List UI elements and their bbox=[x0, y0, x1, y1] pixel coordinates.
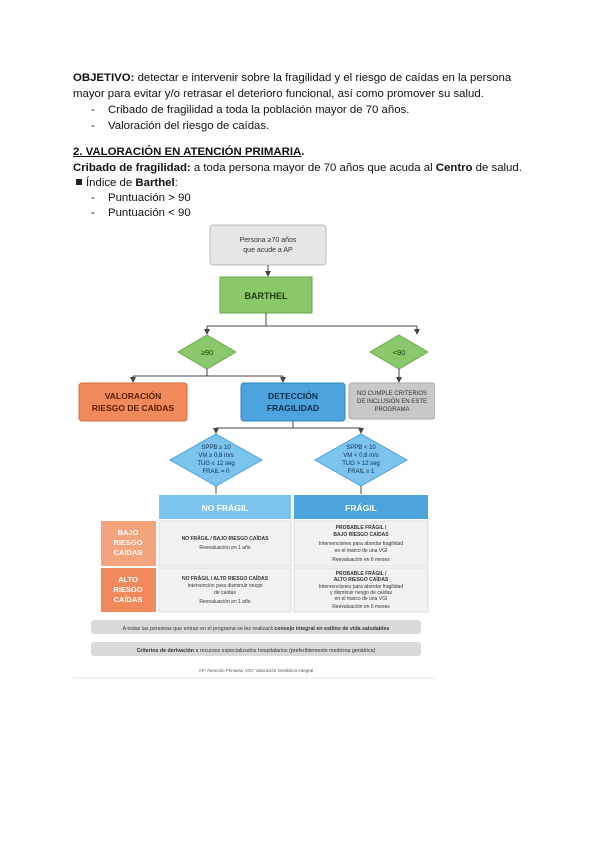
fragil-header-text: FRÁGIL bbox=[345, 503, 377, 513]
no-fragil-criteria-diamond bbox=[170, 434, 262, 486]
cell-text: Reevaluación en 6 meses bbox=[332, 604, 390, 610]
criteria-text: FRAIL ≥ 1 bbox=[347, 469, 375, 475]
cell-text: en el marco de una VGI bbox=[334, 596, 388, 602]
cell-text: ALTO RIESGO CAÍDAS bbox=[333, 577, 389, 583]
objetivo-bullet: - Cribado de fragilidad a toda la población mayor de 70 años. bbox=[91, 104, 410, 116]
valoracion-text: RIESGO DE CAÍDAS bbox=[91, 403, 175, 413]
valoracion-text: VALORACIÓN bbox=[104, 391, 162, 401]
no-cumple-text: DE INCLUSIÓN EN ESTE bbox=[356, 399, 428, 405]
criteria-text: VM < 0,8 m/s bbox=[343, 453, 379, 459]
cell-bajo-nofragil bbox=[159, 521, 291, 566]
cell-text: Intervenciones para abordar fragilidad bbox=[318, 584, 404, 590]
cell-text: y disminuir riesgo de caídas bbox=[330, 590, 392, 596]
barthel-bullet: - Puntuación < 90 bbox=[91, 207, 191, 219]
barthel-bullet: - Puntuación > 90 bbox=[91, 192, 191, 204]
valoracion-box bbox=[79, 383, 187, 421]
cell-text: Reevaluación en 1 año bbox=[199, 545, 251, 551]
deteccion-text: DETECCIÓN bbox=[267, 391, 319, 401]
section-heading: 2. VALORACIÓN EN ATENCIÓN PRIMARIA. bbox=[73, 146, 305, 158]
cell-text: Reevaluación en 6 meses bbox=[332, 557, 390, 563]
cell-text: PROBABLE FRÁGIL / bbox=[335, 525, 387, 531]
indice-barthel-line: Índice de Barthel: bbox=[76, 175, 178, 191]
no-cumple-text: PROGRAMA bbox=[374, 407, 410, 413]
no-cumple-text: NO CUMPLE CRITERIOS bbox=[356, 391, 428, 397]
bajo-riesgo-text: BAJO bbox=[117, 528, 139, 537]
criteria-text: TUG ≤ 12 seg bbox=[197, 461, 235, 467]
cell-text: PROBABLE FRÁGIL / bbox=[335, 571, 387, 577]
objetivo-bullet: - Valoración del riesgo de caídas. bbox=[91, 120, 270, 132]
ge90-text: ≥90 bbox=[200, 348, 214, 357]
cell-text: NO FRÁGIL / ALTO RIESGO CAÍDAS bbox=[182, 576, 268, 582]
bajo-riesgo-text: RIESGO bbox=[113, 538, 143, 547]
bajo-riesgo-text: CAÍDAS bbox=[113, 548, 143, 557]
criteria-text: TUG > 12 seg bbox=[342, 461, 380, 467]
cell-text: BAJO RIESGO CAÍDAS bbox=[333, 532, 389, 538]
cell-text: Intervención para disminuir riesgo bbox=[187, 583, 263, 589]
figure-footnote: AP: Atención Primaria; VGI: Valoración Geriátrica Integral bbox=[198, 668, 314, 673]
fragil-criteria-diamond bbox=[315, 434, 407, 486]
banner-derivacion-text: Criterios de derivación a recursos especializados hospitalarios (preferiblemente medicina geriátrica) bbox=[136, 648, 376, 654]
cell-text: de caídas bbox=[214, 590, 236, 596]
criteria-text: FRAIL = 0 bbox=[202, 469, 230, 475]
alto-riesgo-text: RIESGO bbox=[113, 585, 143, 594]
criteria-text: VM ≥ 0,8 m/s bbox=[198, 453, 234, 459]
criteria-text: SPPB ≥ 10 bbox=[201, 445, 231, 451]
cell-text: Intervenciones para abordar fragilidad bbox=[318, 541, 404, 547]
fragility-flowchart bbox=[73, 220, 435, 680]
barthel-text: BARTHEL bbox=[244, 291, 288, 301]
objetivo-label: OBJETIVO: bbox=[73, 72, 135, 84]
cell-text: en el marco de una VGI bbox=[334, 548, 388, 554]
cribado-line: Cribado de fragilidad: a toda persona mayor de 70 años que acuda al Centro de salud. bbox=[73, 162, 522, 174]
start-text: Persona ≥70 años bbox=[239, 237, 297, 244]
start-box bbox=[210, 225, 326, 265]
objetivo-line-1: OBJETIVO: detectar e intervenir sobre la fragilidad y el riesgo de caídas en la persona bbox=[73, 72, 512, 84]
cell-text: NO FRÁGIL / BAJO RIESGO CAÍDAS bbox=[181, 536, 269, 542]
no-fragil-header-text: NO FRÁGIL bbox=[201, 503, 249, 513]
start-text: que acude a AP bbox=[243, 247, 293, 254]
objetivo-line-2: mayor para evitar y/o retrasar el deterioro funcional, así como promover su salud. bbox=[73, 88, 484, 100]
banner-consejo-text: A todas las personas que entran en el programa se les realizará consejo integral en estilos de vida saludables bbox=[122, 626, 390, 632]
alto-riesgo-text: ALTO bbox=[118, 575, 138, 584]
deteccion-text: FRAGILIDAD bbox=[266, 403, 320, 413]
criteria-text: SPPB < 10 bbox=[346, 445, 376, 451]
deteccion-box bbox=[241, 383, 345, 421]
cell-text: Reevaluación en 1 año bbox=[199, 599, 251, 605]
alto-riesgo-text: CAÍDAS bbox=[113, 595, 143, 604]
lt90-text: <90 bbox=[392, 348, 406, 357]
square-bullet-icon bbox=[76, 179, 82, 185]
